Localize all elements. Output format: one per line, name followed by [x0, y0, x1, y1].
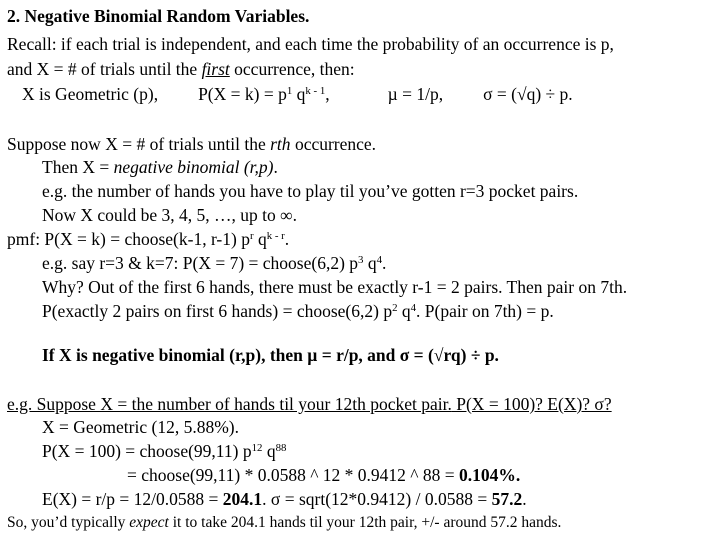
then-line: Then X = negative binomial (r,p). — [42, 157, 278, 177]
geometric-pmf: $P(X = k) = p^1$ $q^{k - 1}$, — [198, 84, 330, 104]
first-emphasis: first — [201, 59, 230, 79]
p100-result: 0.104%. — [459, 465, 521, 485]
recall-line-2: and X = # of trials until the first occurrence, then: — [7, 59, 355, 79]
p100-calculation: = choose(99,11) * 0.0588 ^ 12 * 0.9412 ^ 88 = 0.104%. — [127, 465, 521, 485]
suppose-line: Suppose now X = # of trials until the rth occurrence. — [7, 134, 377, 154]
conclusion-line: So, you’d typically expect it to take 204.1 hands til your 12th pair, +/- around 57.2 hands. — [7, 514, 562, 531]
expectation-value: 204.1 — [222, 489, 263, 509]
why-line: Why? Out of the first 6 hands, there must be exactly r-1 = 2 pairs. Then pair on 7th. — [42, 277, 628, 297]
negative-binomial-result: If X is negative binomial (r,p), then µ = r/p, and σ = (√rq) ÷ p. — [42, 345, 499, 365]
range-line: Now X could be 3, 4, 5, …, up to ∞. — [42, 205, 298, 225]
slide-title: 2. Negative Binomial Random Variables. — [7, 6, 310, 26]
pmf-line: pmf: P(X = k) = choose(k-1, r-1) $p^r$ $q^{k - r}$. — [7, 229, 290, 249]
example-question: e.g. Suppose X = the number of hands til your 12th pocket pair. P(X = 100)? E(X)? σ? — [7, 394, 612, 414]
example-geometric: X = Geometric (12, 5.88%). — [42, 417, 239, 437]
geometric-mean: µ = 1/p, — [387, 84, 444, 104]
recall-line-1: Recall: if each trial is independent, and each time the probability of an occurrence is p, — [7, 34, 614, 54]
geometric-summary — [22, 84, 573, 104]
geometric-sd: σ = (√q) ÷ p. — [483, 84, 573, 104]
r3-example: e.g. say r=3 & k=7: P(X = 7) = choose(6,2) $p^3$ $q^4$. — [42, 253, 387, 273]
sd-value: 57.2 — [491, 489, 523, 509]
hands-example: e.g. the number of hands you have to play til you’ve gotten r=3 pocket pairs. — [42, 181, 579, 201]
p100-line: P(X = 100) = choose(99,11) $p^{12}$ $q^{88}$ — [42, 441, 287, 461]
exact-pairs-line: P(exactly 2 pairs on first 6 hands) = choose(6,2) $p^2$ $q^4$. P(pair on 7th) = p. — [42, 301, 554, 321]
geometric-label: X is Geometric (p), — [22, 84, 159, 104]
expectation-line: E(X) = r/p = 12/0.0588 = 204.1. σ = sqrt(12*0.9412) / 0.0588 = 57.2. — [42, 489, 527, 509]
